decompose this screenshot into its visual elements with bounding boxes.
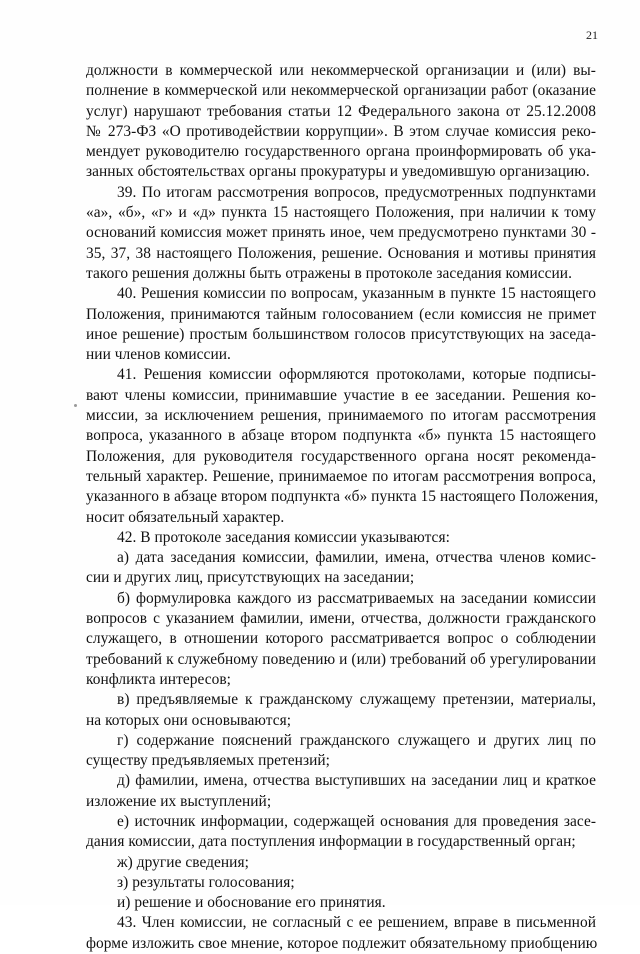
text-line: тельный характер. Решение, принимаемое по итогам рассмотрения вопроса,	[86, 467, 596, 485]
text-line: б) формулировка каждого из рассматриваемых на заседании комиссии	[117, 589, 596, 607]
text-line: услуг) нарушают требования статьи 12 Федерального закона от 25.12.2008	[86, 102, 596, 120]
text-line: 43. Член комиссии, не согласный с ее решением, вправе в письменной	[117, 914, 596, 932]
text-line: ж) другие сведения;	[117, 853, 249, 871]
text-line: указанного в абзаце втором подпункта «б» пункта 15 настоящего Положения,	[86, 488, 599, 506]
text-line: в) предъявляемые к гражданскому служащему претензии, материалы,	[117, 691, 596, 709]
page-number: 21	[586, 28, 598, 42]
text-line: полнение в коммерческой или некоммерческой организации работ (оказание	[86, 82, 596, 100]
text-line: д) фамилии, имена, отчества выступивших на заседании лиц и краткое	[117, 772, 596, 790]
text-line: 39. По итогам рассмотрения вопросов, предусмотренных подпунктами	[117, 183, 596, 201]
text-line: вопросов с указанием фамилии, имени, отчества, должности гражданского	[86, 610, 596, 628]
text-line: форме изложить свое мнение, которое подлежит обязательному приобщению	[86, 934, 598, 952]
text-line: сии и других лиц, присутствующих на заседании;	[86, 569, 415, 587]
text-line: иное решение) простым большинством голосов присутствующих на заседа-	[86, 325, 596, 343]
text-line: 40. Решения комиссии по вопросам, указанным в пункте 15 настоящего	[117, 285, 596, 303]
text-line: должности в коммерческой или некоммерческой организации и (или) вы-	[86, 62, 596, 79]
text-line: миссии, за исключением решения, принимаемого по итогам рассмотрения	[86, 407, 596, 425]
text-line: служащего, в отношении которого рассматривается вопрос о соблюдении	[86, 630, 596, 648]
text-line: а) дата заседания комиссии, фамилии, имена, отчества членов комис-	[117, 549, 596, 567]
text-line: оснований комиссия может принять иное, чем предусмотрено пунктами 30 -	[86, 224, 596, 242]
text-line: такого решения должны быть отражены в протоколе заседания комиссии.	[86, 264, 572, 282]
text-line: «а», «б», «г» и «д» пункта 15 настоящего Положения, при наличии к тому	[86, 204, 596, 222]
text-line: дания комиссии, дата поступления информации в государственный орган;	[86, 833, 576, 851]
text-line: 35, 37, 38 настоящего Положения, решение. Основания и мотивы принятия	[86, 244, 596, 262]
text-line: з) результаты голосования;	[117, 873, 295, 891]
scan-speck	[74, 404, 77, 407]
text-line: мендует руководителю государственного органа проинформировать об ука-	[86, 143, 596, 161]
document-body	[86, 61, 599, 954]
text-line: изложение их выступлений;	[86, 792, 272, 810]
text-line: е) источник информации, содержащей основания для проведения засе-	[117, 812, 596, 830]
text-line: 42. В протоколе заседания комиссии указываются:	[117, 528, 450, 546]
text-line: на которых они основываются;	[86, 711, 292, 729]
text-line: конфликта интересов;	[86, 670, 232, 688]
text-line: занных обстоятельствах органы прокуратуры и уведомившую организацию.	[86, 163, 590, 181]
text-line: носит обязательный характер.	[86, 508, 285, 526]
text-line: нии членов комиссии.	[86, 346, 231, 364]
text-line: Положения, принимаются тайным голосованием (если комиссия не примет	[86, 305, 596, 323]
text-line: № 273-ФЗ «О противодействии коррупции». В этом случае комиссия реко-	[86, 122, 596, 140]
text-line: существу предъявляемых претензий;	[86, 752, 330, 770]
text-line: 41. Решения комиссии оформляются протоколами, которые подписы-	[117, 366, 596, 384]
text-line: требований к служебному поведению и (или) требований об урегулировании	[86, 650, 596, 668]
text-line: вопроса, указанного в абзаце втором подпункта «б» пункта 15 настоящего	[86, 427, 596, 445]
text-line: вают члены комиссии, принимавшие участие в ее заседании. Решения ко-	[86, 386, 596, 404]
text-line: г) содержание пояснений гражданского служащего и других лиц по	[117, 731, 596, 749]
text-line: Положения, для руководителя государственного органа носят рекоменда-	[86, 447, 596, 465]
text-line: и) решение и обоснование его принятия.	[117, 894, 386, 912]
